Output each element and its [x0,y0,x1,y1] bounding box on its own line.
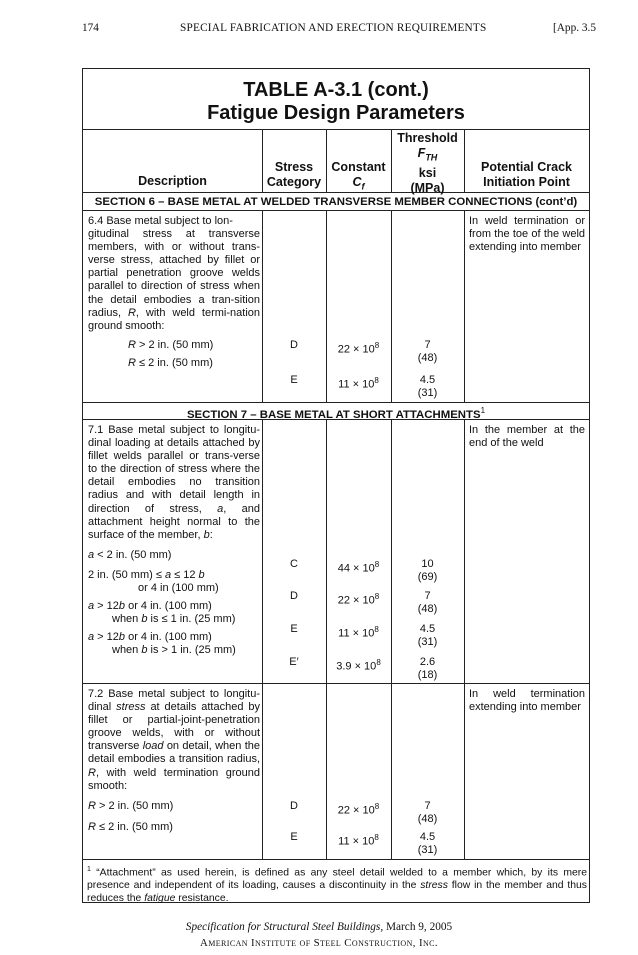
constant-7-1-d: $22 \times 10^8$ [337,592,380,607]
constant-7-1-e-prime: $3.9 \times 10^8$ [336,658,381,673]
crack-point-7-1: In the member at the end of the weld [469,424,585,450]
constant-7-1-e: $11 \times 10^8$ [338,625,379,640]
rule-above-sec7 [83,402,589,403]
section-7-heading: SECTION 7 – BASE METAL AT SHORT ATTACHMENTS$^1$ [186,406,486,421]
category-7-1-e-prime: E′ [289,656,299,668]
col-rule-1 [262,419,263,859]
case-6-4-r-le-2: R ≤ 2 in. (50 mm) [128,357,213,369]
col-header-crack-initiation: Potential Crack Initiation Point [480,160,572,189]
constant-7-1-c: $44 \times 10^8$ [337,560,380,575]
category-7-2-a: D [290,800,298,812]
case-7-1-d-cont: when b is > 1 in. (25 mm) [112,644,236,656]
case-6-4-r-gt-2: R > 2 in. (50 mm) [128,339,214,351]
appendix-ref: [App. 3.5 [553,22,596,34]
col-header-constant: Constant $C_f$ [331,160,386,192]
fatigue-table [82,68,590,903]
rule-above-footnote [83,859,589,860]
case-7-2-r-gt-2: R > 2 in. (50 mm) [88,800,174,812]
category-7-1-c: C [290,558,298,570]
constant-6-4-a: $22 \times 10^8$ [337,341,380,356]
constant-7-2-a: $22 \times 10^8$ [337,802,380,817]
threshold-6-4-b: 4.5 (31) [417,374,438,399]
case-7-1-b: 2 in. (50 mm) ≤ a ≤ 12 b [88,569,205,581]
detail-7-2-description: 7.2 Base metal subject to longitu-dinal stress at details attached by fillet or partial-joint-penetration groove welds, with or without transverse load on detail, when the detail embodies a transition radius, R, with weld termination ground smooth: [88,688,261,792]
table-footnote: $^1$ “Attachment” as used herein, is defined as any steel detail welded to a member which, by its mere presence and independent of its loading, causes a discontinuity in the stress flow in the member and thus reduces the fatigue resistance. [87,866,587,905]
threshold-6-4-a: 7 (48) [417,339,438,364]
rule-under-sec6 [83,210,589,211]
table-title: TABLE A-3.1 (cont.) [243,79,429,101]
constant-6-4-b: $11 \times 10^8$ [338,376,379,391]
rule-under-title [83,129,589,130]
category-7-1-d: D [290,590,298,602]
threshold-7-2-a: 7 (48) [417,800,438,825]
case-7-1-a: a < 2 in. (50 mm) [88,549,172,561]
col-header-stress-category: Stress Category [266,160,322,189]
threshold-7-1-e-prime: 2.6 (18) [417,656,438,681]
category-7-1-e: E [290,623,298,635]
col-header-description: Description [138,174,207,188]
case-7-2-r-le-2: R ≤ 2 in. (50 mm) [88,821,173,833]
threshold-7-2-b: 4.5 (31) [417,831,438,856]
category-6-4-b: E [290,374,298,386]
crack-point-7-2: In weld termination extending into member [469,688,585,714]
footer-specification: Specification for Structural Steel Buildings, March 9, 2005 [185,921,453,933]
rule-between-7-1-7-2 [83,683,589,684]
case-7-1-c: a > 12b or 4 in. (100 mm) [88,600,212,612]
section-6-heading: SECTION 6 – BASE METAL AT WELDED TRANSVERSE MEMBER CONNECTIONS (cont’d) [94,196,578,208]
table-subtitle: Fatigue Design Parameters [207,102,465,124]
col-rule-4 [464,210,465,402]
threshold-7-1-d: 7 (48) [417,590,438,615]
case-7-1-c-cont: when b is ≤ 1 in. (25 mm) [112,613,236,625]
category-7-2-b: E [290,831,298,843]
footer-publisher: American Institute of Steel Construction, Inc. [200,937,438,949]
threshold-7-1-e: 4.5 (31) [417,623,438,648]
page-number: 174 [82,22,99,34]
detail-6-4-description: 6.4 Base metal subject to lon- gitudinal stress at transverse members, with or without trans-verse stress, attached by fillet or partial penetration groove welds parallel to direction of stress when the detail embodies a tran-sition radius, R, with weld termi-nation ground smooth: [88,215,260,332]
col-header-threshold: Threshold $F_{TH}$ ksi (MPa) [397,131,458,195]
constant-7-2-b: $11 \times 10^8$ [338,833,379,848]
table-caption [83,79,589,125]
detail-7-1-description: 7.1 Base metal subject to longitu-dinal loading at details attached by fillet welds parallel or trans-verse to the direction of stress where the detail embodies no transition radius and with detail length in direction of stress, a, and attachment height normal to the surface of the member, b: [88,424,260,541]
case-7-1-d: a > 12b or 4 in. (100 mm) [88,631,212,643]
col-rule-4 [464,419,465,859]
category-6-4-a: D [290,339,298,351]
crack-point-6-4: In weld termination or from the toe of the weld extending into member [469,215,585,254]
running-title: SPECIAL FABRICATION AND ERECTION REQUIREMENTS [180,22,487,34]
case-7-1-b-cont: or 4 in (100 mm) [138,582,219,594]
running-head [82,22,596,38]
threshold-7-1-c: 10 (69) [417,558,438,583]
